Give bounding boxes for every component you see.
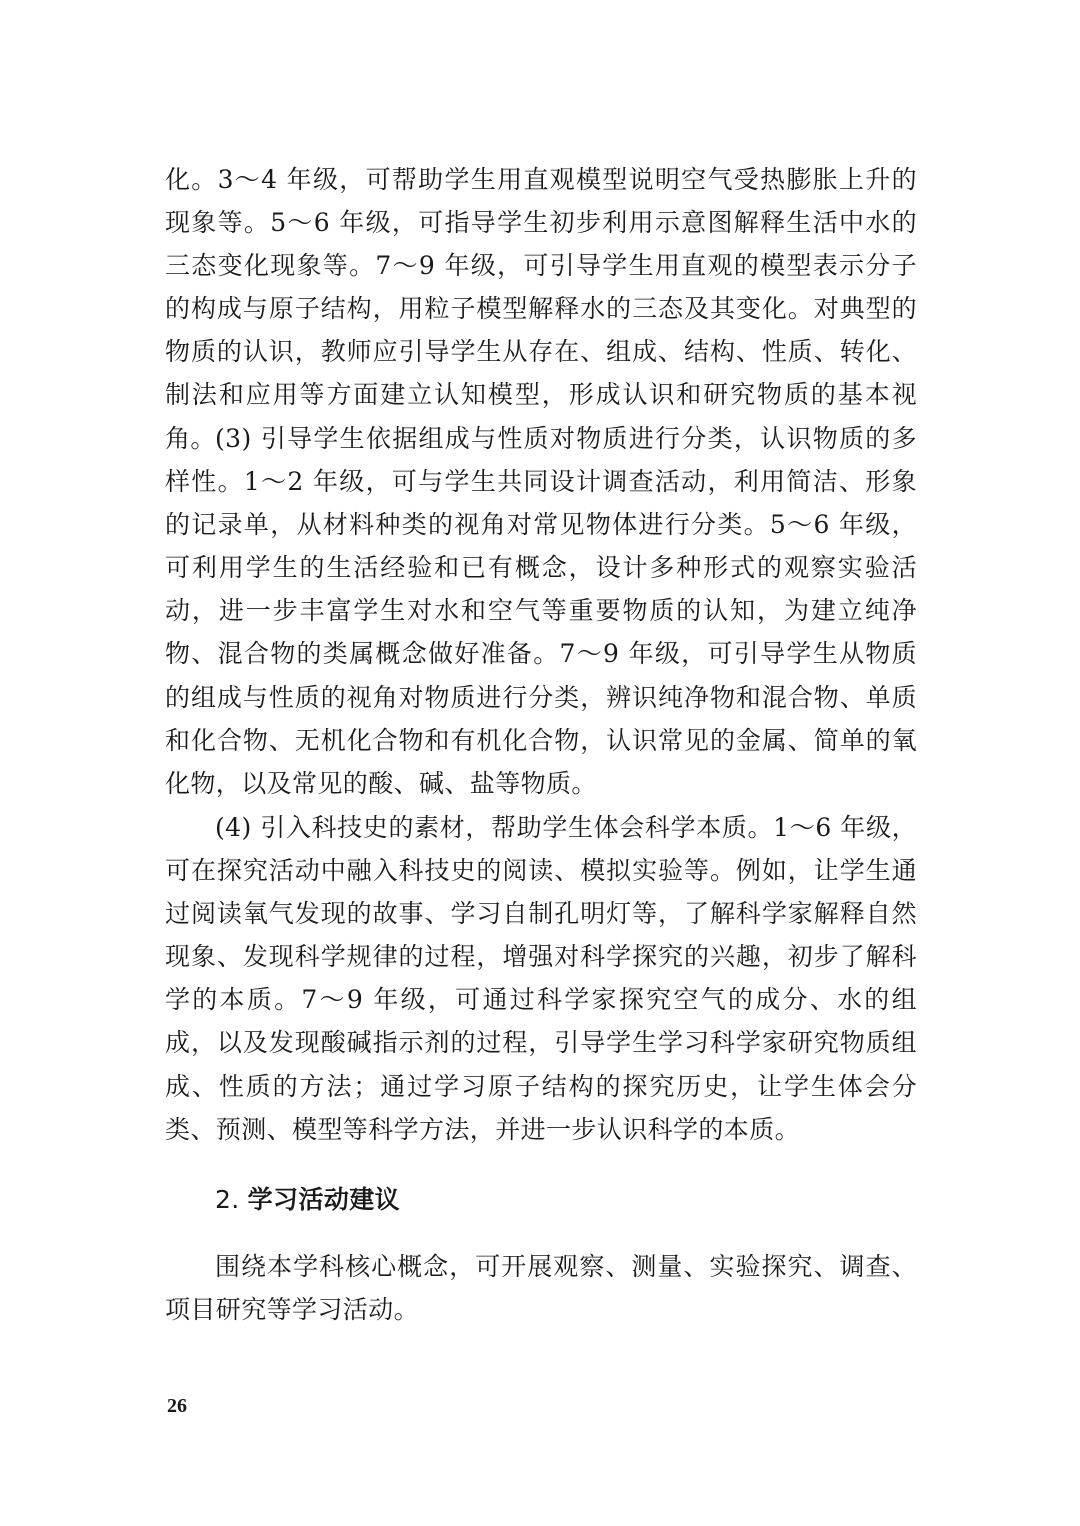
section-number: 2. (215, 1185, 240, 1214)
page-number: 26 (167, 1395, 187, 1417)
paragraph-model-cognition: 化。3～4 年级，可帮助学生用直观模型说明空气受热膨胀上升的现象等。5～6 年级，可指导学生初步利用示意图解释生活中水的三态变化现象等。7～9 年级，可引导学生用直观的模型表示分子的构成与原子结构，用粒子模型解释水的三态及其变化。对典型的物质的认识，教师应引导学生从存在、组成、结构、性质、转化、制法和应用等方面建立认知模型，形成认识和研究物质的基本视角。 (165, 165, 917, 453)
paragraph-classification: (3) 引导学生依据组成与性质对物质进行分类，认识物质的多样性。1～2 年级，可与学生共同设计调查活动，利用简洁、形象的记录单，从材料种类的视角对常见物体进行分类。5～6 年级，可利用学生的生活经验和已有概念，设计多种形式的观察实验活动，进一步丰富学生对水和空气等重要物质的认知，为建立纯净物、混合物的类属概念做好准备。7～9 年级，可引导学生从物质的组成与性质的视角对物质进行分类，辨识纯净物和混合物、单质和化合物、无机化合物和有机化合物，认识常见的金属、简单的氧化物，以及常见的酸、碱、盐等物质。 (165, 424, 917, 798)
section-title: 学习活动建议 (247, 1185, 401, 1214)
paragraph-learning-activities: 围绕本学科核心概念，可开展观察、测量、实验探究、调查、项目研究等学习活动。 (165, 1252, 917, 1325)
paragraph-history-of-science: (4) 引入科技史的素材，帮助学生体会科学本质。1～6 年级，可在探究活动中融入科技史的阅读、模拟实验等。例如，让学生通过阅读氧气发现的故事、学习自制孔明灯等，了解科学家解释自然现象、发现科学规律的过程，增强对科学探究的兴趣，初步了解科学的本质。7～9 年级，可通过科学家探究空气的成分、水的组成，以及发现酸碱指示剂的过程，引导学生学习科学家研究物质组成、性质的方法；通过学习原子结构的探究历史，让学生体会分类、预测、模型等科学方法，并进一步认识科学的本质。 (165, 813, 917, 1144)
section-heading (215, 1178, 400, 1221)
